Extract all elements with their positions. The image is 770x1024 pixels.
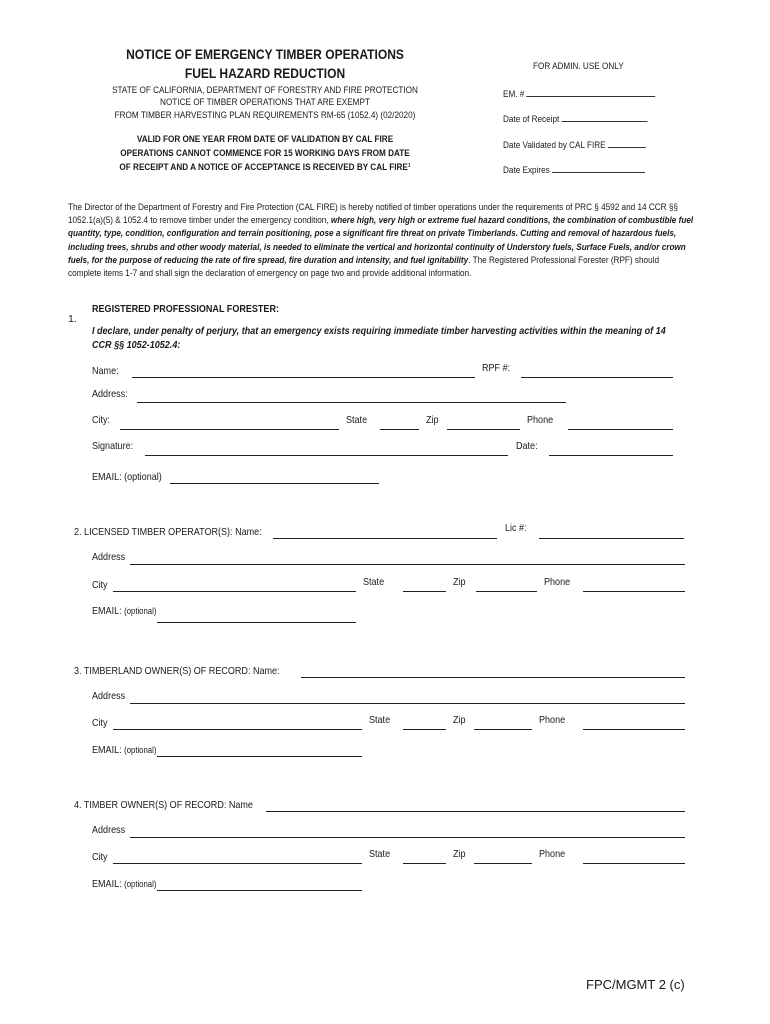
intro-line: The Director of the Department of Forestry and Fire Protection (CAL FIRE) is hereby notified of timber operations under the requirements of PRC § 4592 and 14 CCR §§: [68, 202, 678, 212]
lto-address-input[interactable]: [130, 564, 685, 565]
admin-validated-field[interactable]: [503, 138, 646, 151]
landowner-zip-label: Zip: [453, 714, 466, 726]
landowner-email-label: EMAIL: (optional): [92, 744, 157, 756]
rpf-address-label: Address:: [92, 388, 128, 400]
lto-state-label: State: [363, 576, 385, 588]
rpf-number-input[interactable]: [521, 377, 673, 378]
admin-validated-line[interactable]: [608, 138, 646, 148]
rpf-email-input[interactable]: [170, 483, 379, 484]
validity-line1: VALID FOR ONE YEAR FROM DATE OF VALIDATION BY CAL FIRE: [136, 134, 394, 145]
lto-lic-input[interactable]: [539, 538, 684, 539]
rpf-signature-input[interactable]: [145, 455, 508, 456]
landowner-email-input[interactable]: [157, 756, 362, 757]
timber-owner-address-input[interactable]: [130, 837, 685, 838]
lto-phone-input[interactable]: [583, 591, 685, 592]
landowner-city-label: City: [92, 717, 108, 729]
intro-paragraph: [68, 201, 706, 280]
lto-email-input[interactable]: [157, 622, 356, 623]
lto-phone-label: Phone: [544, 576, 571, 588]
admin-em-label: EM. #: [503, 89, 525, 100]
section4-title: TIMBER OWNER(S) OF RECORD: Name: [83, 799, 253, 811]
section3-number: 3.: [74, 665, 82, 677]
timber-owner-state-input[interactable]: [403, 863, 446, 864]
admin-receipt-label: Date of Receipt: [503, 114, 560, 125]
section1-declaration: [92, 324, 692, 352]
section1-heading: REGISTERED PROFESSIONAL FORESTER:: [92, 303, 279, 315]
lto-city-input[interactable]: [113, 591, 356, 592]
admin-receipt-field[interactable]: [503, 112, 648, 125]
rpf-city-input[interactable]: [120, 429, 339, 430]
admin-em-field[interactable]: [503, 87, 656, 100]
lto-name-input[interactable]: [273, 538, 497, 539]
timber-owner-state-label: State: [369, 848, 391, 860]
section1-number: 1.: [68, 313, 77, 325]
intro-line: fuels, for the purpose of reducing the rate of fire spread, fire duration and intensity, and fuel ignitability. The Registered Professional Forester (RPF) should: [68, 254, 660, 265]
admin-validated-label: Date Validated by CAL FIRE: [503, 140, 606, 151]
form-title-line2: FUEL HAZARD REDUCTION: [184, 65, 346, 81]
timber-owner-phone-input[interactable]: [583, 863, 685, 864]
timber-owner-address-label: Address: [92, 824, 126, 836]
lto-city-label: City: [92, 579, 108, 591]
rpf-date-label: Date:: [516, 440, 538, 452]
landowner-name-input[interactable]: [301, 677, 685, 678]
rpf-state-input[interactable]: [380, 429, 419, 430]
timber-owner-city-label: City: [92, 851, 108, 863]
rpf-name-label: Name:: [92, 365, 119, 377]
admin-expires-line[interactable]: [552, 163, 645, 173]
form-code-footer: FPC/MGMT 2 (c): [586, 977, 685, 992]
section2-title: LICENSED TIMBER OPERATOR(S): Name:: [84, 526, 262, 538]
timber-owner-phone-label: Phone: [539, 848, 566, 860]
rpf-phone-input[interactable]: [568, 429, 673, 430]
form-title-line1: NOTICE OF EMERGENCY TIMBER OPERATIONS: [126, 46, 404, 62]
landowner-address-label: Address: [92, 690, 126, 702]
lto-address-label: Address: [92, 551, 126, 563]
section3-heading: [74, 665, 280, 677]
lto-lic-label: Lic #:: [505, 522, 527, 534]
landowner-phone-input[interactable]: [583, 729, 685, 730]
rpf-zip-input[interactable]: [447, 429, 520, 430]
intro-line: 1052.1(a)(5) & 1052.4 to remove timber under the emergency condition, where high, very high or extreme fuel hazard conditions, the combination of combustible fuel: [68, 215, 694, 226]
section4-heading: [74, 799, 253, 811]
timber-owner-email-input[interactable]: [157, 890, 362, 891]
timber-owner-city-input[interactable]: [113, 863, 362, 864]
rpf-address-input[interactable]: [137, 402, 566, 403]
declaration-line2: CCR §§ 1052-1052.4:: [92, 339, 181, 351]
form-number-line: FROM TIMBER HARVESTING PLAN REQUIREMENTS RM-65 (1052.4) (02/2020): [114, 110, 416, 121]
landowner-phone-label: Phone: [539, 714, 566, 726]
agency-line: STATE OF CALIFORNIA, DEPARTMENT OF FORESTRY AND FIRE PROTECTION: [112, 85, 418, 96]
validity-line2: OPERATIONS CANNOT COMMENCE FOR 15 WORKING DAYS FROM DATE: [120, 148, 410, 159]
lto-email-label: EMAIL: (optional): [92, 605, 157, 617]
rpf-name-input[interactable]: [132, 377, 475, 378]
section2-heading: [74, 526, 262, 538]
rpf-city-label: City:: [92, 414, 111, 426]
validity-line3: OF RECEIPT AND A NOTICE OF ACCEPTANCE IS RECEIVED BY CAL FIRE¹: [119, 162, 411, 173]
section3-title: TIMBERLAND OWNER(S) OF RECORD: Name:: [83, 665, 280, 677]
intro-line: including trees, shrubs and other woody material, is needed to eliminate the vertical and horizontal continuity of Understory fuels, Surface Fuels, and/or crown: [68, 241, 686, 252]
timber-owner-zip-label: Zip: [453, 848, 466, 860]
admin-expires-label: Date Expires: [503, 165, 550, 176]
rpf-number-label: RPF #:: [482, 362, 511, 374]
notice-type-line: NOTICE OF TIMBER OPERATIONS THAT ARE EXEMPT: [160, 97, 370, 108]
timber-owner-name-input[interactable]: [266, 811, 685, 812]
admin-use-heading: FOR ADMIN. USE ONLY: [533, 61, 624, 72]
section2-number: 2.: [74, 526, 82, 538]
admin-em-line[interactable]: [527, 87, 656, 97]
rpf-email-label: EMAIL: (optional): [92, 471, 162, 483]
intro-line: complete items 1-7 and shall sign the declaration of emergency on page two and provide additional information.: [68, 268, 472, 279]
timber-owner-email-label: EMAIL: (optional): [92, 878, 157, 890]
lto-zip-input[interactable]: [476, 591, 537, 592]
rpf-phone-label: Phone: [527, 414, 554, 426]
section4-number: 4.: [74, 799, 82, 811]
admin-expires-field[interactable]: [503, 163, 645, 176]
rpf-date-input[interactable]: [549, 455, 673, 456]
timber-owner-zip-input[interactable]: [474, 863, 532, 864]
declaration-line1: I declare, under penalty of perjury, that an emergency exists requiring immediate timber harvesting activities within the meaning of 14: [92, 325, 666, 337]
lto-zip-label: Zip: [453, 576, 466, 588]
rpf-signature-label: Signature:: [92, 440, 134, 452]
admin-receipt-line[interactable]: [562, 112, 648, 122]
rpf-zip-label: Zip: [426, 414, 439, 426]
rpf-state-label: State: [346, 414, 368, 426]
intro-line: quantity, type, condition, configuration and terrain positioning, pose a significant fire threat on private Timberlands. Cutting and removal of hazardous fuels,: [68, 228, 677, 239]
landowner-state-label: State: [369, 714, 391, 726]
landowner-zip-input[interactable]: [474, 729, 532, 730]
landowner-address-input[interactable]: [130, 703, 685, 704]
landowner-state-input[interactable]: [403, 729, 446, 730]
landowner-city-input[interactable]: [113, 729, 362, 730]
lto-state-input[interactable]: [403, 591, 446, 592]
